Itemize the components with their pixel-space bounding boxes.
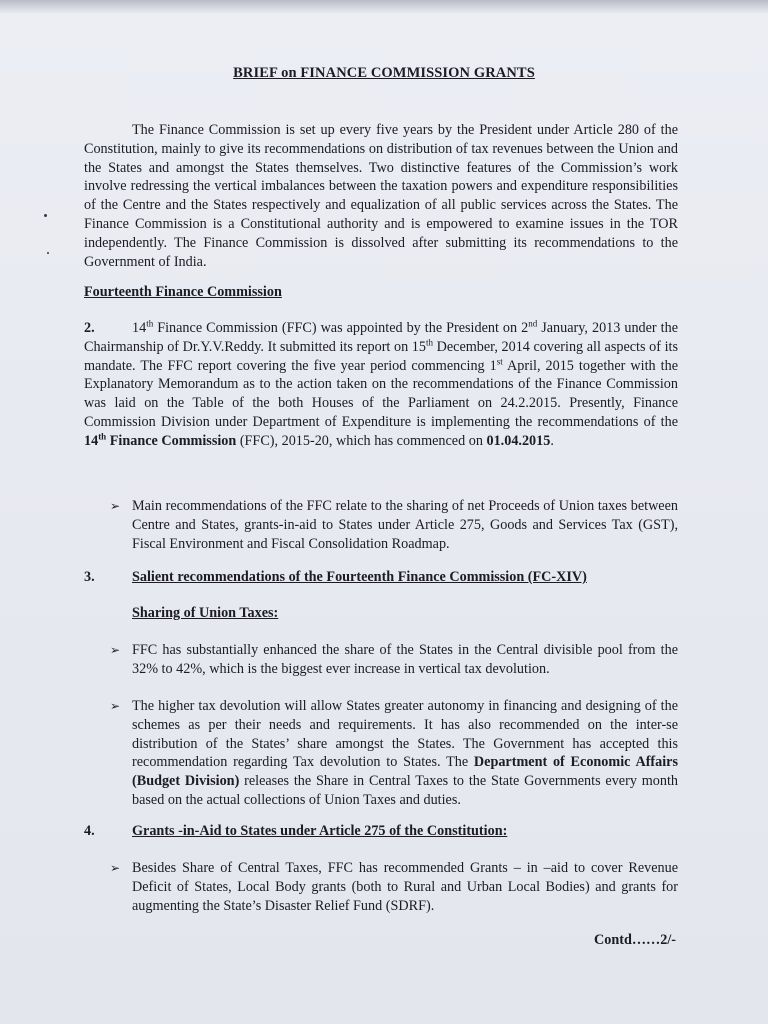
bullet-text: FFC has substantially enhanced the share of the States in the Central divisible pool from the 32% to 42%, which is the biggest ever increase in vertical tax devolution. [132, 642, 678, 677]
bullet-grants-in-aid [110, 859, 678, 915]
paragraph-number: 2. [84, 320, 95, 336]
section-3-heading: 3. Salient recommendations of the Fourteenth Finance Commission (FC-XIV) [84, 569, 587, 585]
scan-edge-shadow [0, 0, 768, 14]
bullet-text: The higher tax devolution will allow States greater autonomy in financing and designing of the schemes as per their needs and requirements. It has also recommended on the inter-se distribution of the States’ share amongst the States. The Government has accepted this recommendation regarding Tax devolution to States. The Department of Economic Affairs (Budget Division) releases the Share in Central Taxes to the State Governments every month based on the actual collections of Union Taxes and duties. [132, 698, 678, 808]
intro-paragraph: The Finance Commission is set up every five years by the President under Article 280 of the Constitution, mainly to give its recommendations on distribution of tax revenues between the Union and the States and amongst the States themselves. Two distinctive features of the Commission’s work involve redressing the vertical imbalances between the taxation powers and expenditure responsibilities of the Centre and the States respectively and equalization of all public services across the States. The Finance Commission is a Constitutional authority and is empowered to examine issues in the TOR independently. The Finance Commission is dissolved after submitting its recommendations to the Government of India. [84, 122, 678, 270]
continued-marker: Contd……2/- [594, 932, 676, 948]
document-title: BRIEF on FINANCE COMMISSION GRANTS [233, 65, 535, 81]
arrow-bullet-icon: ➢ [110, 643, 121, 657]
bullet-higher-devolution [110, 697, 678, 810]
section-4-heading: 4. Grants -in-Aid to States under Article 275 of the Constitution: [84, 823, 508, 839]
scan-speck [44, 214, 47, 217]
arrow-bullet-icon: ➢ [110, 861, 121, 875]
bullet-text: Main recommendations of the FFC relate to the sharing of net Proceeds of Union taxes between Centre and States, grants-in-aid to States under Article 275, Goods and Services Tax (GST), Fiscal Environment and Fiscal Consolidation Roadmap. [132, 498, 678, 552]
scan-speck [47, 252, 49, 254]
bullet-text: Besides Share of Central Taxes, FFC has recommended Grants – in –aid to cover Revenue Deficit of States, Local Body grants (both to Rural and Urban Local Bodies) and grants for augmenting the State’s Disaster Relief Fund (SDRF). [132, 860, 678, 914]
bullet-main-recommendations [110, 497, 678, 553]
arrow-bullet-icon: ➢ [110, 699, 121, 713]
paragraph-2: 2. 14th Finance Commission (FFC) was appointed by the President on 2nd January, 2013 under the Chairmanship of Dr.Y.V.Reddy. It submitted its report on 15th December, 2014 covering all aspects of its mandate. The FFC report covering the five year period commencing 1st April, 2015 together with the Explanatory Memorandum as to the action taken on the recommendations of the Finance Commission was laid on the Table of the both Houses of the Parliament on 24.2.2015. Presently, Finance Commission Division under Department of Expenditure is implementing the recommendations of the 14th Finance Commission (FFC), 2015-20, which has commenced on 01.04.2015. [84, 318, 679, 449]
heading-sharing-of-union-taxes: Sharing of Union Taxes: [132, 605, 279, 621]
arrow-bullet-icon: ➢ [110, 499, 121, 513]
bullet-share-enhanced [110, 641, 678, 679]
heading-fourteenth-finance-commission: Fourteenth Finance Commission [84, 284, 282, 300]
